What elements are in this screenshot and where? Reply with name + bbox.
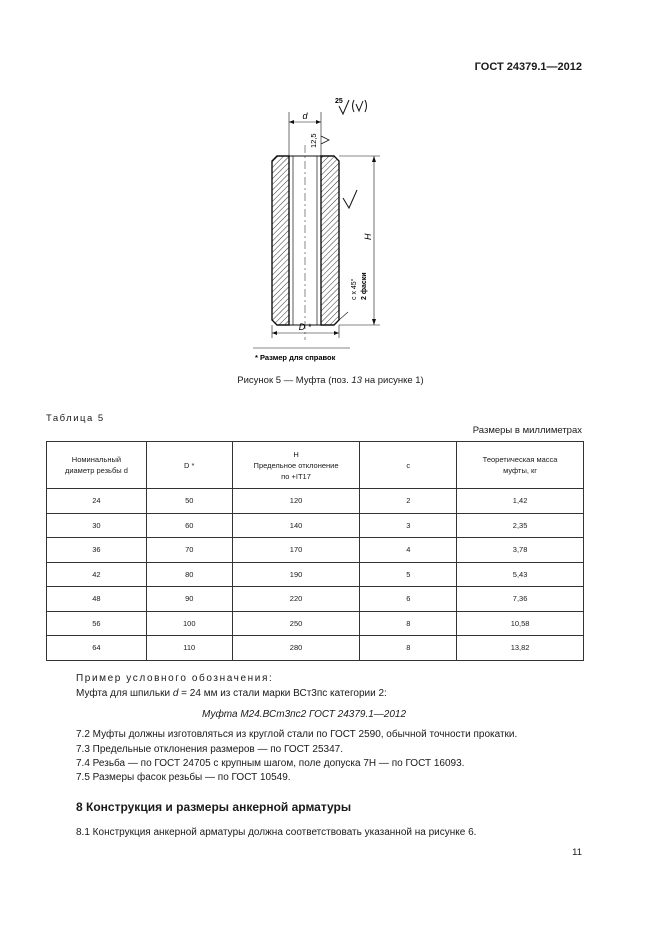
document-code: ГОСТ 24379.1—2012 — [474, 61, 582, 73]
left-wall — [272, 156, 289, 325]
header-outer-diameter: D * — [146, 442, 232, 489]
roughness-25: 25 — [335, 98, 343, 105]
table-units: Размеры в миллиметрах — [472, 425, 582, 436]
table-row: 30 60 140 3 2,35 — [47, 513, 584, 538]
figure-caption: Рисунок 5 — Муфта (поз. 13 на рисунке 1) — [237, 375, 424, 386]
point-7-3: 7.3 Предельные отклонения размеров — по ГОСТ 25347. — [76, 744, 344, 755]
right-wall — [321, 156, 339, 325]
table-row: 64 110 280 8 13,82 — [47, 636, 584, 661]
table-row: 42 80 190 5 5,43 — [47, 562, 584, 587]
section-heading: 8 Конструкция и размеры анкерной арматуры — [76, 800, 352, 814]
table-row: 24 50 120 2 1,42 — [47, 489, 584, 514]
example-line: Муфта для шпильки d = 24 мм из стали марки ВСт3пс категории 2: — [76, 688, 387, 699]
table-row: 56 100 250 8 10,58 — [47, 611, 584, 636]
d-outer-label: D * — [298, 322, 312, 332]
header-mass: Теоретическая масса муфты, кг — [457, 442, 584, 489]
table-row: 36 70 170 4 3,78 — [47, 538, 584, 563]
chamfer-label-1: с х 45° — [351, 278, 358, 300]
d-label: d — [302, 111, 308, 121]
coupling-table — [46, 441, 584, 661]
header-nominal-diameter: Номинальный диаметр резьбы d — [47, 442, 147, 489]
chamfer-label-2: 2 фаски — [361, 272, 368, 300]
point-7-2: 7.2 Муфты должны изготовляться из круглой стали по ГОСТ 2590, обычной точности прокатки. — [76, 729, 518, 740]
header-height: H Предельное отклонение по +IT17 — [232, 442, 360, 489]
table-row: 48 90 220 6 7,36 — [47, 587, 584, 612]
point-7-5: 7.5 Размеры фасок резьбы — по ГОСТ 10549. — [76, 772, 291, 783]
page-number: 11 — [572, 847, 582, 858]
table-header-row — [47, 442, 584, 489]
header-chamfer: с — [360, 442, 457, 489]
table-title: Таблица 5 — [46, 413, 105, 424]
point-7-4: 7.4 Резьба — по ГОСТ 24705 с крупным шагом, поле допуска 7Н — по ГОСТ 16093. — [76, 758, 465, 769]
coupling-drawing — [225, 90, 425, 370]
h-label: H — [363, 233, 373, 240]
point-8-1: 8.1 Конструкция анкерной арматуры должна соответствовать указанной на рисунке 6. — [76, 827, 477, 838]
figure-footnote: * Размер для справок — [255, 353, 336, 362]
roughness-12-5: 12,5 — [309, 133, 318, 148]
example-title: Пример условного обозначения: — [76, 673, 274, 684]
example-designation: Муфта М24.ВСт3пс2 ГОСТ 24379.1—2012 — [202, 709, 407, 720]
